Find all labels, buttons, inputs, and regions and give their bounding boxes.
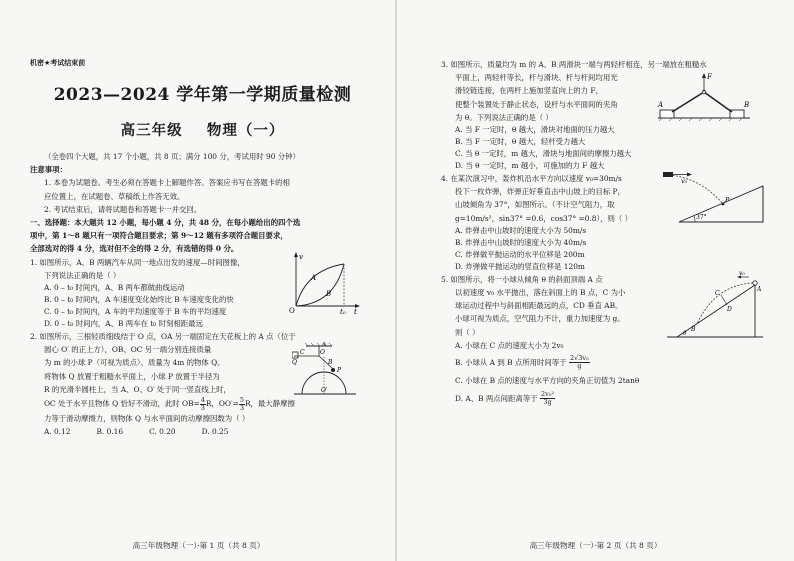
q4-line-4: g=10m/s²，sin37° =0.6，cos37° =0.8），则（ ） — [455, 213, 633, 223]
q2-label-c: C — [300, 349, 305, 357]
q5-option-d-frac — [540, 391, 555, 406]
q5-line-1: 5. 如图所示，将一小球从倾角 θ 的斜面顶端 A 点 — [441, 274, 603, 284]
q5-option-c: C. 小球在 B 点的速度与水平方向的夹角正切值为 2tanθ — [455, 375, 640, 385]
q2-label-q: Q — [292, 359, 297, 367]
q2-line-1: 2. 如图所示，三根轻质细线结于 O 点，OA 另一端固定在天花板上的 A 点（位于 — [30, 332, 296, 342]
q4-line-1: 4. 在某次演习中，轰炸机沿水平方向以速度 v₀=30m/s — [441, 174, 622, 184]
q1-stem-1: 1. 如图所示，A、B 两辆汽车从同一地点出发的速度—时间图像， — [30, 257, 245, 267]
q1-curve-b — [296, 264, 344, 306]
page-1-footer: 高三年级物理（一）·第 1 页（共 8 页） — [132, 541, 265, 550]
q3-option-c: C. 当 θ 一定时，m 越大，滑块与地面间的摩擦力越大 — [455, 149, 632, 159]
q2-option-a: A. 0.12 — [44, 426, 71, 436]
q2-label-o: O — [320, 349, 325, 357]
q5-label-theta: θ — [683, 330, 687, 337]
q5-option-b — [441, 353, 768, 373]
q4-figure — [661, 172, 765, 224]
q5-line-5: 则（ ） — [455, 327, 480, 337]
q1-stem-2: 下列说法正确的是（ ） — [44, 270, 121, 280]
q5-label-d: D — [727, 305, 732, 313]
q5-option-a: A. 小球在 C 点的速度大小为 2v₀ — [455, 340, 564, 350]
q4-line-2: 投下一枚炸弹，炸弹正好垂直击中山坡上的目标 P， — [455, 187, 625, 197]
q4-label-angle: 37° — [696, 214, 707, 222]
q1-vt-graph — [288, 250, 360, 314]
q2-frac-ob-den: 3 — [200, 403, 205, 412]
q1-axis-t: t — [354, 307, 357, 314]
q3-label-a: A — [658, 101, 664, 109]
q3-line-3: 滑铰链连接，在两杆上施加竖直向上的力 F， — [455, 86, 603, 96]
page-2 — [397, 0, 794, 561]
q2-line-6 — [30, 396, 375, 412]
q5-label-b: B — [691, 325, 696, 333]
question-3 — [441, 58, 768, 172]
q5-option-d-text: D. A、B 两点间距离等于 — [455, 393, 538, 403]
q2-label-b: B — [328, 359, 333, 367]
confidential-mark: 机密★考试结束前 — [30, 59, 86, 67]
q1-option-b: B. 0 – t₀ 时间内，A 车速度变化始终比 B 车速度变化的快 — [44, 295, 234, 305]
exam-title: 2023—2024 学年第一学期质量检测 — [53, 85, 352, 105]
question-4 — [441, 172, 768, 273]
q3-option-a: A. 当 F 一定时，θ 越大，滑块对地面的压力越大 — [455, 125, 615, 135]
q3-line-5: 为 θ。下列说法正确的是（ ） — [455, 112, 553, 122]
q1-option-d: D. 0 – t₀ 时间内，A、B 两车在 t₀ 时刻相距最远 — [44, 319, 203, 329]
q2-line-3: 为 m 的小球 P（可视为质点）、质量为 4m 的物体 Q。 — [44, 358, 225, 368]
q2-option-b: B. 0.16 — [96, 426, 124, 436]
exam-subtitle: 高三年级 物理（一） — [120, 122, 285, 139]
q3-label-f: F — [707, 73, 712, 81]
question-2 — [30, 330, 375, 438]
q3-line-2: 平面上，两轻杆等长，杆与滑块、杆与杆间均用光 — [455, 73, 618, 83]
note-1b: 应位置上，在试题卷、草稿纸上作答无效。 — [44, 191, 185, 201]
q1-axis-v: v — [299, 252, 303, 261]
q4-option-d: D. 炸弹做平抛运动的竖直位移是 120m — [455, 261, 585, 271]
q5-option-d — [441, 389, 768, 409]
q5-option-b-num: 2√3v₀ — [569, 354, 589, 363]
q1-option-a: A. 0 – t₀ 时间内，A、B 两车都做曲线运动 — [44, 283, 185, 293]
q5-option-b-text: B. 小球从 A 到 B 点所用时间等于 — [455, 357, 567, 367]
q3-label-b: B — [744, 101, 750, 109]
q2-option-c: C. 0.20 — [149, 426, 176, 436]
q2-line-4: 将物体 Q 放置于粗糙水平面上，小球 P 放置于半径为 — [44, 371, 220, 381]
q2-line-6a: OC 处于水平且物体 Q 恰好不滑动，此时 OB= — [44, 399, 200, 409]
q4-option-b: B. 炸弹击中山坡时的速度大小为 40m/s — [455, 237, 587, 247]
q1-label-b: B — [326, 289, 332, 298]
q2-option-d: D. 0.25 — [201, 426, 229, 436]
q4-label-v0: v₀ — [681, 177, 688, 186]
note-1a: 1. 本卷为试题卷。考生必须在答题卡上解题作答。答案应书写在答题卡的相 — [44, 178, 290, 188]
q2-figure — [292, 342, 368, 398]
q5-label-a: A — [757, 285, 762, 293]
section-1-a: 一、选择题：本大题共 12 小题，每小题 4 分，共 48 分，在每小题给出的四个选 — [30, 218, 301, 228]
q3-line-4: 使整个装置处于静止状态，设杆与水平面间的夹角 — [455, 99, 618, 109]
q3-line-1: 3. 如图所示，质量均为 m 的 A、B 两滑块一端与两轻杆相连，另一端放在粗糙水 — [441, 60, 707, 69]
exam-info: （全卷四个大题，共 17 个小题，共 8 页；满分 100 分，考试用时 90 分钟） — [44, 152, 300, 161]
q2-line-2: 圆心 O′ 的正上方），OB、OC 另一端分别连接质量 — [44, 345, 212, 355]
q5-option-b-frac — [569, 355, 590, 370]
q5-figure — [663, 271, 765, 341]
page-2-footer: 高三年级物理（一）·第 2 页（共 8 页） — [529, 541, 662, 550]
q1-origin: O — [289, 306, 295, 314]
note-2: 2. 考试结束后，请将试题卷和答题卡一并交回。 — [44, 204, 202, 214]
q2-line-6b: R，OO′= — [205, 399, 239, 409]
q2-line-6c: R，最大静摩擦 — [244, 399, 295, 409]
q4-line-3: 山坡倾角为 37°，如图所示。（不计空气阻力，取 — [455, 200, 615, 210]
q2-frac-oo-den: 3 — [239, 403, 244, 412]
q5-label-c: C — [715, 289, 720, 297]
q2-label-a: A — [322, 342, 327, 349]
q2-options — [30, 425, 375, 438]
q5-line-3: 球运动过程中与斜面相距最远的点，CD 垂直 AB。 — [455, 301, 623, 311]
q1-option-c: C. 0 – t₀ 时间内，A 车的平均速度等于 B 车的平均速度 — [44, 307, 227, 317]
question-1 — [30, 252, 375, 330]
section-1-b: 项中，第 1～8 题只有一项符合题目要求；第 9～12 题有多项符合题目要求， — [30, 231, 288, 241]
q5-option-d-num: 2v₀² — [540, 390, 554, 399]
q4-option-a: A. 炸弹击中山坡时的速度大小为 50m/s — [455, 225, 587, 235]
q1-label-a: A — [311, 273, 317, 282]
q2-line-5: R 的光滑半圆柱上，当 A、O、O′ 处于同一竖直线上时， — [44, 384, 231, 394]
q4-option-c: C. 炸弹做平抛运动的水平位移是 200m — [455, 249, 585, 259]
q3-option-d: D. 当 θ 一定时，m 越小，可施加的力 F 越大 — [455, 161, 605, 171]
q5-option-d-den: 3g — [543, 398, 552, 407]
question-5 — [441, 270, 768, 409]
q2-frac-oo-num: 5 — [239, 395, 244, 404]
q2-label-p: P — [337, 367, 342, 375]
q5-line-2: 以初速度 v₀ 水平抛出，落在斜面上的 B 点，C 为小 — [455, 288, 626, 298]
q5-label-v0: v₀ — [739, 270, 745, 277]
q2-frac-ob-num: 4 — [200, 395, 205, 404]
q2-label-o-prime: O′ — [321, 387, 328, 395]
notes-heading: 注意事项： — [30, 165, 67, 175]
q1-t0: t₀ — [340, 307, 346, 314]
q5-line-4: 小球可视为质点，空气阻力不计，重力加速度为 g。 — [455, 314, 625, 324]
section-1-c: 全部选对的得 4 分，选对但不全的得 2 分，有选错的得 0 分。 — [30, 244, 239, 254]
q5-option-b-den: g — [577, 362, 582, 371]
q3-option-b: B. 当 F 一定时，θ 越大，轻杆受力越大 — [455, 137, 586, 147]
q3-figure — [656, 70, 752, 122]
q2-line-7: 力等于滑动摩擦力，则物体 Q 与水平面间的动摩擦因数为（ ） — [44, 413, 250, 423]
q4-label-p: P — [725, 196, 730, 205]
